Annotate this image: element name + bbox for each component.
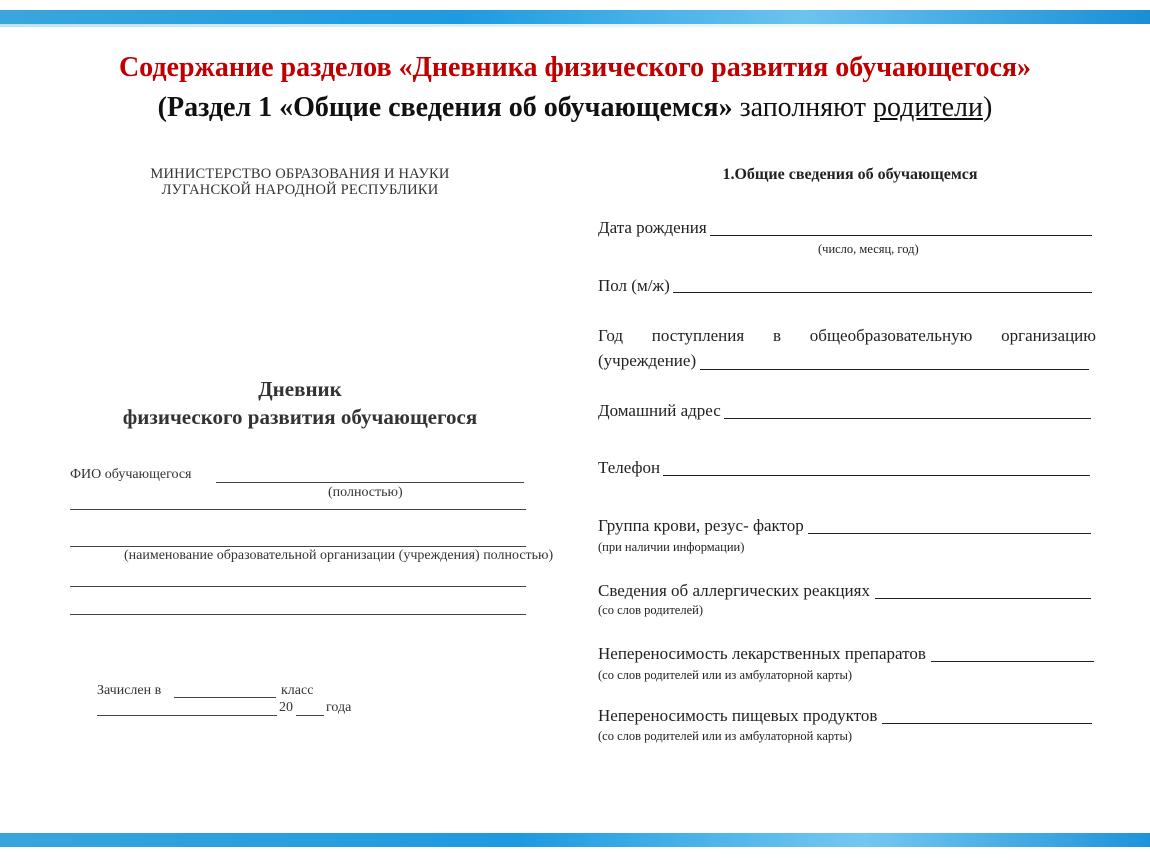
blood-line[interactable] [808, 533, 1091, 534]
enrolled-class-line[interactable] [174, 697, 276, 698]
sex-line[interactable] [673, 292, 1092, 293]
year-suffix: года [326, 700, 352, 715]
fio-label: ФИО обучающегося [70, 467, 192, 482]
fio-line-2[interactable] [70, 509, 526, 510]
allergy-label: Сведения об аллергических реакциях [598, 581, 870, 600]
org-line-2[interactable] [70, 586, 526, 587]
fio-caption: (полностью) [328, 485, 403, 500]
drug-caption: (со слов родителей или из амбулаторной карты) [598, 668, 853, 682]
admission-line[interactable] [700, 369, 1089, 370]
blood-caption: (при наличии информации) [598, 540, 745, 554]
section1-heading: 1.Общие сведения об обучающемся [722, 166, 978, 183]
subtitle-bold-part: (Раздел 1 «Общие сведения об обучающемся» [157, 92, 733, 123]
diary-title-line-2: физического развития обучающегося [122, 405, 478, 429]
class-label: класс [281, 683, 314, 698]
food-label: Непереносимость пищевых продуктов [598, 706, 878, 725]
address-label: Домашний адрес [598, 401, 721, 420]
drug-label: Непереносимость лекарственных препаратов [598, 644, 926, 663]
diary-title [70, 375, 530, 431]
fio-line[interactable] [216, 482, 524, 483]
food-line[interactable] [882, 723, 1092, 724]
ministry-line-1: МИНИСТЕРСТВО ОБРАЗОВАНИЯ И НАУКИ [150, 166, 450, 182]
allergy-caption: (со слов родителей) [598, 603, 703, 617]
admission-word-4: общеобразовательную [809, 326, 973, 345]
top-decorative-band [0, 10, 1150, 26]
org-caption: (наименование образовательной организации (учреждения) полностью) [124, 548, 554, 563]
admission-line-1 [598, 326, 1096, 346]
allergy-line[interactable] [875, 598, 1091, 599]
blood-label: Группа крови, резус- фактор [598, 516, 804, 535]
year-line[interactable] [296, 715, 324, 716]
org-line-1[interactable] [70, 546, 526, 547]
year-prefix: 20 [279, 700, 293, 715]
bottom-decorative-band [0, 833, 1150, 847]
phone-label: Телефон [598, 458, 661, 477]
org-line-3[interactable] [70, 614, 526, 615]
ministry-header [120, 166, 480, 198]
diary-title-line-1: Дневник [258, 377, 342, 401]
slide-title: Содержание разделов «Дневника физического развития обучающегося» [118, 52, 1032, 83]
birth-date-line[interactable] [710, 235, 1092, 236]
subtitle-close-paren: ) [982, 92, 993, 123]
phone-line[interactable] [663, 475, 1090, 476]
admission-word-3: в [772, 326, 782, 345]
admission-word-5: организацию [1001, 326, 1096, 345]
slide-subtitle [0, 92, 1150, 124]
birth-date-caption: (число, месяц, год) [818, 242, 919, 256]
address-line[interactable] [724, 418, 1091, 419]
sex-label: Пол (м/ж) [598, 276, 670, 295]
food-caption: (со слов родителей или из амбулаторной карты) [598, 729, 853, 743]
admission-label-2: (учреждение) [598, 351, 697, 370]
ministry-line-2: ЛУГАНСКОЙ НАРОДНОЙ РЕСПУБЛИКИ [161, 182, 439, 198]
enrolled-date-line[interactable] [97, 715, 277, 716]
subtitle-underlined-word: родители [872, 92, 983, 123]
admission-word-1: Год [598, 326, 623, 345]
birth-date-label: Дата рождения [598, 218, 707, 237]
drug-line[interactable] [931, 661, 1094, 662]
enrolled-label: Зачислен в [97, 683, 162, 698]
admission-word-2: поступления [651, 326, 745, 345]
subtitle-plain-part: заполняют [732, 92, 873, 123]
